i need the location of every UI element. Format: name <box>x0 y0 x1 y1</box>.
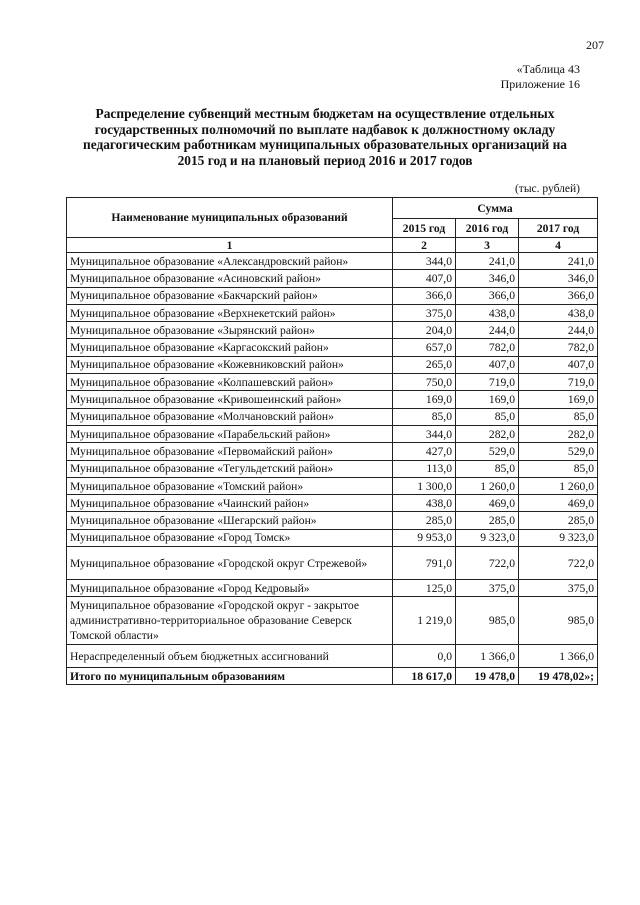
row-name: Нераспределенный объем бюджетных ассигнований <box>67 645 393 668</box>
row-name: Муниципальное образование «Городской округ Стрежевой» <box>67 547 393 580</box>
row-name: Муниципальное образование «Молчановский район» <box>67 408 393 425</box>
row-value-2015: 9 953,0 <box>393 529 456 546</box>
table-reference <box>501 62 580 92</box>
table-row <box>67 270 598 287</box>
row-value-2016: 282,0 <box>456 425 519 442</box>
row-value-2017: 438,0 <box>519 304 598 321</box>
header-year-2015: 2015 год <box>393 219 456 238</box>
row-value-2017: 169,0 <box>519 391 598 408</box>
document-title: Распределение субвенций местным бюджетам на осуществление отдельных государственных полномочий по выплате надбавок к должностному окладу педагогическим работникам муниципальных образовательных организаций на 2015 год и на плановый период 2016 и 2017 годов <box>82 106 567 168</box>
table-ref-line2: Приложение 16 <box>500 77 580 91</box>
row-value-2015: 1 300,0 <box>393 477 456 494</box>
row-value-2016: 241,0 <box>456 253 519 270</box>
row-value-2015: 750,0 <box>393 374 456 391</box>
table-row <box>67 597 598 645</box>
total-2017: 19 478,02»; <box>519 668 598 685</box>
table-row <box>67 580 598 597</box>
row-value-2017: 244,0 <box>519 322 598 339</box>
row-name: Муниципальное образование «Тегульдетский район» <box>67 460 393 477</box>
row-value-2017: 719,0 <box>519 374 598 391</box>
table-row <box>67 512 598 529</box>
row-value-2016: 1 366,0 <box>456 645 519 668</box>
row-name: Муниципальное образование «Томский район» <box>67 477 393 494</box>
table-row <box>67 460 598 477</box>
table-row <box>67 425 598 442</box>
row-name: Муниципальное образование «Зырянский район» <box>67 322 393 339</box>
row-value-2016: 782,0 <box>456 339 519 356</box>
row-value-2016: 85,0 <box>456 460 519 477</box>
row-value-2015: 657,0 <box>393 339 456 356</box>
row-name: Муниципальное образование «Город Томск» <box>67 529 393 546</box>
row-value-2016: 1 260,0 <box>456 477 519 494</box>
column-index-3: 3 <box>456 238 519 253</box>
row-name: Муниципальное образование «Бакчарский район» <box>67 287 393 304</box>
row-name: Муниципальное образование «Колпашевский район» <box>67 374 393 391</box>
row-name: Муниципальное образование «Каргасокский район» <box>67 339 393 356</box>
table-row <box>67 374 598 391</box>
row-value-2015: 427,0 <box>393 443 456 460</box>
table-row <box>67 408 598 425</box>
distribution-table <box>66 197 598 685</box>
row-value-2015: 438,0 <box>393 495 456 512</box>
row-value-2016: 169,0 <box>456 391 519 408</box>
row-value-2015: 125,0 <box>393 580 456 597</box>
table-row <box>67 529 598 546</box>
row-value-2017: 407,0 <box>519 356 598 373</box>
table-row <box>67 287 598 304</box>
row-value-2017: 366,0 <box>519 287 598 304</box>
table-row <box>67 356 598 373</box>
row-value-2017: 241,0 <box>519 253 598 270</box>
table-row <box>67 322 598 339</box>
row-value-2016: 9 323,0 <box>456 529 519 546</box>
row-value-2017: 346,0 <box>519 270 598 287</box>
row-value-2017: 782,0 <box>519 339 598 356</box>
row-value-2017: 9 323,0 <box>519 529 598 546</box>
row-value-2015: 344,0 <box>393 253 456 270</box>
row-value-2017: 85,0 <box>519 460 598 477</box>
row-value-2016: 407,0 <box>456 356 519 373</box>
row-value-2017: 722,0 <box>519 547 598 580</box>
row-value-2016: 529,0 <box>456 443 519 460</box>
units-note: (тыс. рублей) <box>514 183 580 195</box>
row-name: Муниципальное образование «Кожевниковский район» <box>67 356 393 373</box>
row-value-2015: 285,0 <box>393 512 456 529</box>
table-row <box>67 391 598 408</box>
row-value-2017: 1 366,0 <box>519 645 598 668</box>
row-value-2015: 344,0 <box>393 425 456 442</box>
total-row <box>67 668 598 685</box>
row-value-2017: 1 260,0 <box>519 477 598 494</box>
row-value-2016: 469,0 <box>456 495 519 512</box>
row-value-2015: 169,0 <box>393 391 456 408</box>
column-index-1: 1 <box>67 238 393 253</box>
row-value-2016: 438,0 <box>456 304 519 321</box>
row-value-2015: 407,0 <box>393 270 456 287</box>
row-name: Муниципальное образование «Асиновский район» <box>67 270 393 287</box>
total-2015: 18 617,0 <box>393 668 456 685</box>
row-value-2015: 85,0 <box>393 408 456 425</box>
row-name: Муниципальное образование «Парабельский район» <box>67 425 393 442</box>
table-row <box>67 495 598 512</box>
total-2016: 19 478,0 <box>456 668 519 685</box>
row-value-2016: 244,0 <box>456 322 519 339</box>
table-body <box>67 253 598 668</box>
row-value-2016: 285,0 <box>456 512 519 529</box>
table-row <box>67 645 598 668</box>
row-value-2016: 366,0 <box>456 287 519 304</box>
table-row <box>67 304 598 321</box>
row-name: Муниципальное образование «Город Кедровый» <box>67 580 393 597</box>
header-year-2017: 2017 год <box>519 219 598 238</box>
row-value-2016: 85,0 <box>456 408 519 425</box>
row-value-2017: 285,0 <box>519 512 598 529</box>
row-value-2016: 346,0 <box>456 270 519 287</box>
row-value-2015: 1 219,0 <box>393 597 456 645</box>
row-value-2015: 0,0 <box>393 645 456 668</box>
row-value-2015: 204,0 <box>393 322 456 339</box>
column-index-2: 2 <box>393 238 456 253</box>
row-name: Муниципальное образование «Городской округ - закрытое административно-территориальное образование Северск Томской области» <box>67 597 393 645</box>
table-row <box>67 253 598 270</box>
row-name: Муниципальное образование «Верхнекетский район» <box>67 304 393 321</box>
row-value-2015: 791,0 <box>393 547 456 580</box>
row-name: Муниципальное образование «Кривошеинский район» <box>67 391 393 408</box>
row-value-2016: 722,0 <box>456 547 519 580</box>
page-number: 207 <box>586 38 604 52</box>
header-municipality: Наименование муниципальных образований <box>67 198 393 238</box>
row-value-2015: 375,0 <box>393 304 456 321</box>
table-ref-line1: «Таблица 43 <box>516 62 580 76</box>
table-row <box>67 477 598 494</box>
header-year-2016: 2016 год <box>456 219 519 238</box>
row-name: Муниципальное образование «Шегарский район» <box>67 512 393 529</box>
row-value-2017: 985,0 <box>519 597 598 645</box>
row-name: Муниципальное образование «Первомайский район» <box>67 443 393 460</box>
header-sum: Сумма <box>393 198 598 219</box>
row-value-2017: 529,0 <box>519 443 598 460</box>
row-value-2017: 375,0 <box>519 580 598 597</box>
row-value-2017: 282,0 <box>519 425 598 442</box>
row-name: Муниципальное образование «Александровский район» <box>67 253 393 270</box>
row-value-2015: 366,0 <box>393 287 456 304</box>
row-value-2016: 985,0 <box>456 597 519 645</box>
row-name: Муниципальное образование «Чаинский район» <box>67 495 393 512</box>
row-value-2017: 469,0 <box>519 495 598 512</box>
row-value-2016: 719,0 <box>456 374 519 391</box>
column-index-4: 4 <box>519 238 598 253</box>
table-row <box>67 339 598 356</box>
table-row <box>67 547 598 580</box>
row-value-2015: 113,0 <box>393 460 456 477</box>
total-label: Итого по муниципальным образованиям <box>67 668 393 685</box>
table-row <box>67 443 598 460</box>
row-value-2017: 85,0 <box>519 408 598 425</box>
row-value-2016: 375,0 <box>456 580 519 597</box>
row-value-2015: 265,0 <box>393 356 456 373</box>
